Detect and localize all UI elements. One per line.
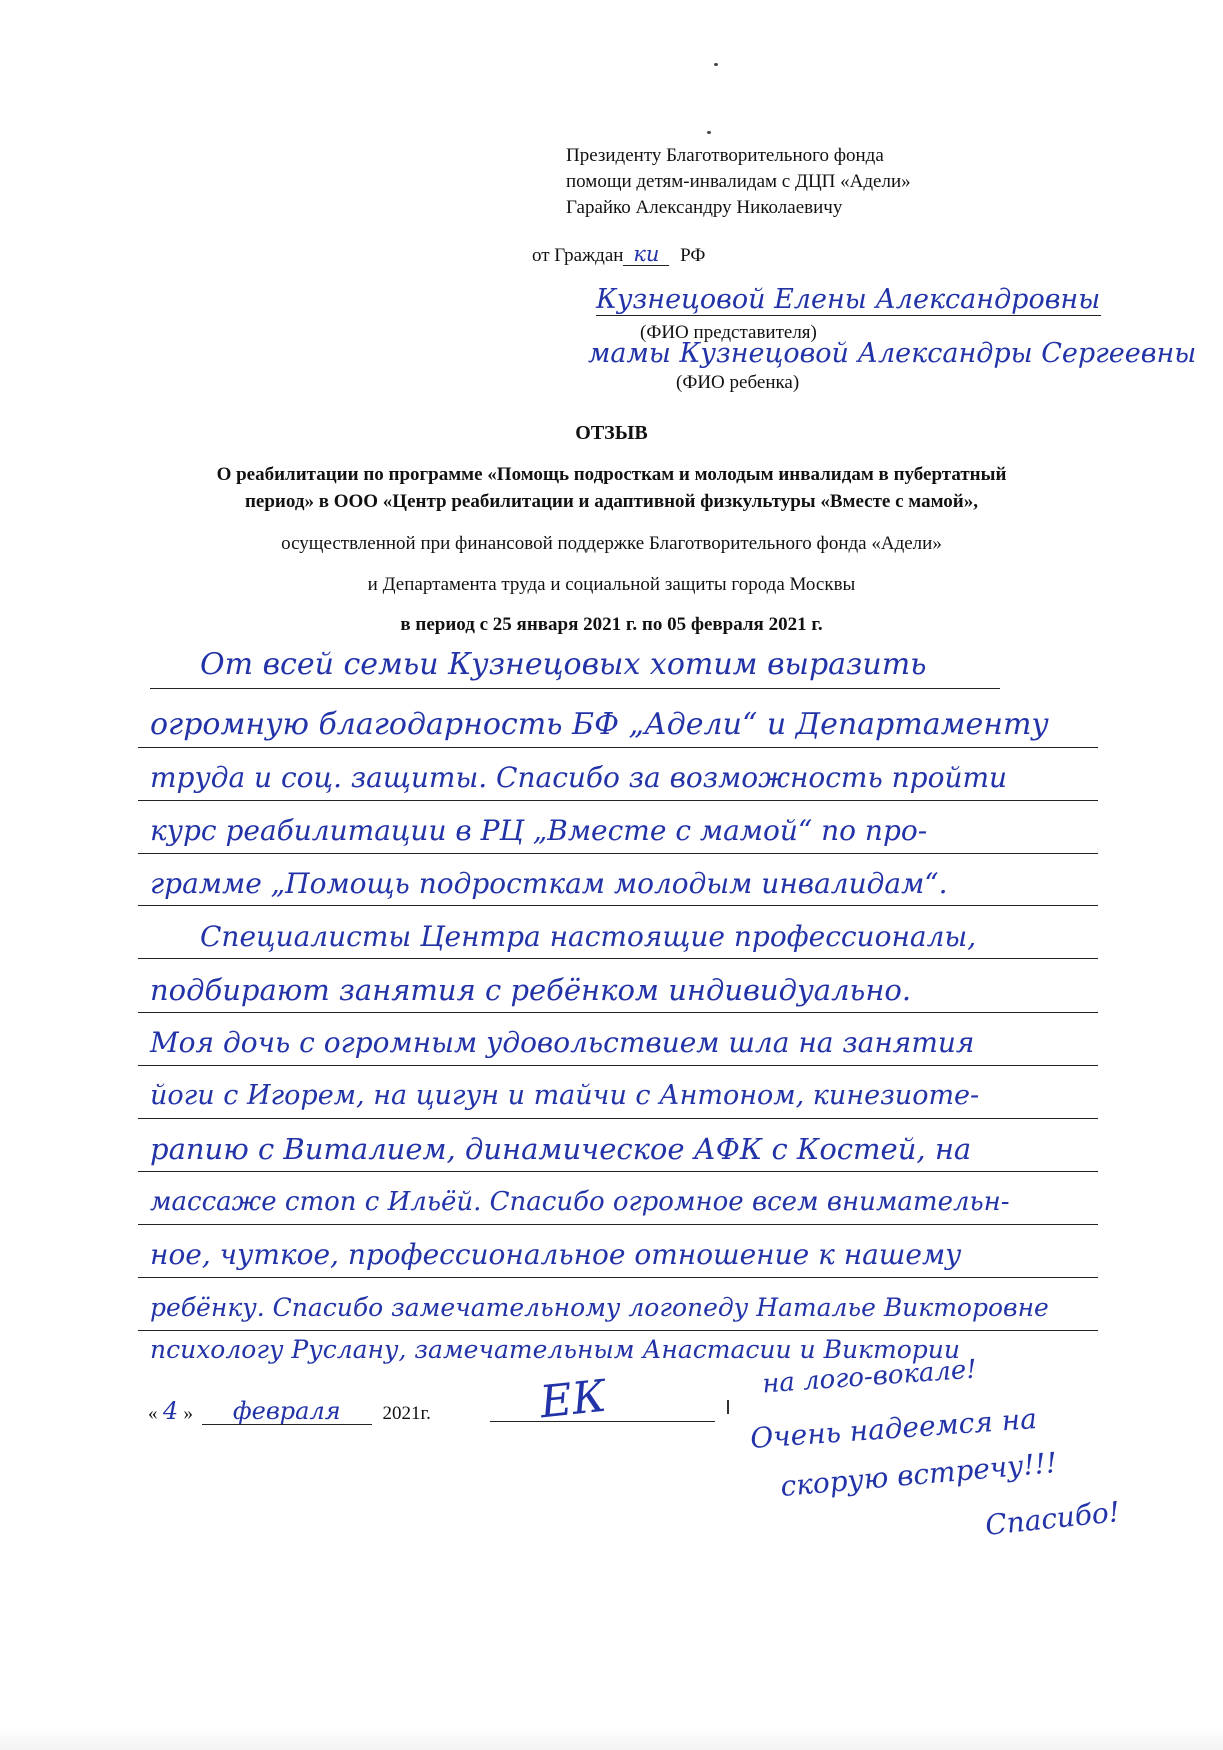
ruled-line — [138, 1012, 1098, 1013]
addressee-line-2: помощи детям-инвалидам с ДЦП «Адели» — [566, 171, 911, 192]
date-line — [148, 1398, 431, 1427]
review-line-6: Специалисты Центра настоящие профессионалы, — [200, 920, 977, 953]
review-line-12: ное, чуткое, профессиональное отношение к нашему — [150, 1238, 962, 1271]
ruled-line — [138, 800, 1098, 801]
from-suffix: РФ — [680, 245, 706, 266]
review-line-8: Моя дочь с огромным удовольствием шла на занятия — [150, 1026, 975, 1059]
review-line-14: психологу Руслану, замечательным Анастасии и Виктории — [150, 1335, 960, 1364]
date-open-quote: « — [148, 1403, 158, 1424]
ruled-line — [138, 1118, 1098, 1119]
ruled-line — [138, 747, 1098, 748]
closing-note-line-2: Очень надеемся на — [749, 1402, 1038, 1455]
ruled-line — [150, 688, 1000, 689]
subtitle-line-4: и Департамента труда и социальной защиты города Москвы — [367, 574, 856, 595]
addressee-block — [566, 143, 911, 221]
review-line-7: подбирают занятия с ребёнком индивидуально. — [150, 973, 912, 1007]
date-year: 2021г. — [382, 1403, 431, 1424]
representative-caption: (ФИО представителя) — [640, 322, 817, 343]
subtitle-line-2: период» в ООО «Центр реабилитации и адаптивной физкультуры «Вместе с мамой», — [244, 491, 978, 512]
from-handwritten-suffix: ки — [623, 243, 669, 266]
review-line-5: грамме „Помощь подросткам молодым инвалидам“. — [150, 867, 948, 900]
subtitle-line-3: осуществленной при финансовой поддержке Благотворительного фонда «Адели» — [281, 533, 942, 554]
closing-note-line-3: скорую встречу!!! — [779, 1445, 1059, 1504]
review-line-1: От всей семьи Кузнецовых хотим выразить — [200, 647, 927, 682]
from-line — [532, 243, 705, 269]
ruled-line — [138, 905, 1098, 906]
subtitle-line-1: О реабилитации по программе «Помощь подросткам и молодым инвалидам в пубертатный — [216, 464, 1007, 485]
review-line-9: йоги с Игорем, на цигун и тайчи с Антоном, кинезиоте- — [150, 1080, 980, 1111]
addressee-line-3: Гарайко Александру Николаевичу — [566, 197, 843, 218]
ruled-line — [138, 1277, 1098, 1278]
date-month: февраля — [202, 1398, 372, 1425]
review-line-3: труда и соц. защиты. Спасибо за возможность пройти — [150, 761, 1008, 794]
representative-name-handwritten: Кузнецовой Елены Александровны — [596, 284, 1101, 315]
closing-note-line-4: Спасибо! — [983, 1495, 1122, 1542]
date-close-quote: » — [183, 1403, 193, 1424]
closing-note-line-1: на лого-вокале! — [761, 1354, 978, 1400]
subtitle-line-5: в период с 25 января 2021 г. по 05 февраля 2021 г. — [400, 614, 823, 635]
scan-speck — [714, 63, 718, 66]
review-line-11: массаже стоп с Ильёй. Спасибо огромное всем внимательн- — [150, 1187, 1010, 1217]
ruled-line — [138, 1065, 1098, 1066]
ruled-line — [138, 958, 1098, 959]
document-title: ОТЗЫВ — [575, 422, 648, 444]
from-prefix: от Граждан — [532, 245, 624, 266]
ruled-line — [138, 1171, 1098, 1172]
child-name-handwritten: мамы Кузнецовой Александры Сергеевны — [588, 338, 1197, 369]
signature-handwritten: ЕК — [537, 1370, 609, 1429]
child-caption: (ФИО ребенка) — [676, 372, 800, 393]
review-line-4: курс реабилитации в РЦ „Вместе с мамой“ по про- — [150, 814, 928, 847]
signature-mark — [727, 1400, 729, 1414]
date-day: 4 — [162, 1397, 179, 1425]
review-line-13: ребёнку. Спасибо замечательному логопеду Наталье Викторовне — [150, 1293, 1049, 1322]
review-line-2: огромную благодарность БФ „Адели“ и Департаменту — [150, 707, 1049, 742]
addressee-line-1: Президенту Благотворительного фонда — [566, 145, 884, 166]
ruled-line — [138, 1224, 1098, 1225]
scan-speck — [707, 131, 711, 134]
ruled-line — [138, 853, 1098, 854]
scan-bottom-edge — [0, 1727, 1223, 1750]
review-line-10: рапию с Виталием, динамическое АФК с Костей, на — [150, 1132, 972, 1166]
